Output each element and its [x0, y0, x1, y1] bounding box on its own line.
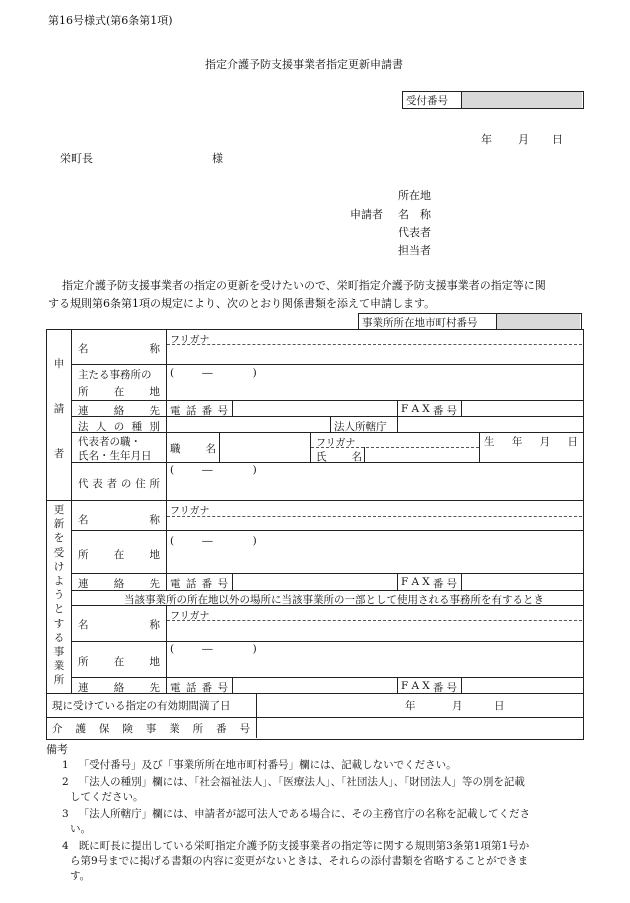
app-phone-label: 電 話 番 号	[170, 405, 228, 417]
care-number-field[interactable]	[257, 718, 582, 737]
expiry-label: 現に受けている指定の有効期間満了日	[52, 700, 231, 712]
corp-type-label: 法 人 の 種 別	[78, 421, 160, 433]
office-fax-label: F A X 番 号	[401, 576, 457, 590]
note-3: 3 「法人所轄庁」欄には、申請者が認可法人である場合に、その主務官庁の名称を記載してくださ	[62, 808, 531, 820]
rep-name-label: 氏 名	[316, 451, 362, 463]
other-office-name-input[interactable]	[168, 621, 580, 640]
app-office-label-2: 所 在 地	[78, 386, 160, 398]
rep-label-2: 氏名・生年月日	[78, 450, 152, 462]
note-4-cont2: す。	[70, 870, 91, 882]
app-office-label-1: 主たる事務所の	[78, 369, 152, 381]
form-id: 第16号様式(第6条第1項)	[48, 14, 173, 27]
other-office-fax-input[interactable]	[462, 678, 580, 692]
expiry-day: 日	[494, 700, 505, 712]
other-office-name-label: 名 称	[78, 619, 160, 631]
page-title: 指定介護予防支援事業者指定更新申請書	[205, 58, 403, 71]
rep-furigana-label: フリガナ	[316, 438, 356, 449]
date-year-label: 年	[481, 133, 492, 146]
office-phone-input[interactable]	[233, 574, 396, 589]
notes-title: 備考	[46, 743, 68, 756]
note-2-cont: してください。	[70, 791, 144, 803]
expiry-month: 月	[452, 700, 463, 712]
rep-label-1: 代表者の職・	[78, 436, 141, 448]
rep-address-label: 代 表 者 の 住 所	[78, 478, 160, 490]
other-office-furigana-label: フリガナ	[170, 611, 210, 622]
applicant-contact-label: 担当者	[398, 244, 431, 257]
other-office-note: 当該事業所の所在地以外の場所に当該事業所の一部として使用される事務所を有するとき	[124, 594, 544, 606]
date-month-label: 月	[518, 133, 529, 146]
app-contact-label: 連 絡 先	[78, 405, 160, 417]
office-furigana-label: フリガナ	[170, 506, 210, 517]
other-office-location-label: 所 在 地	[78, 656, 160, 668]
app-name-label: 名 称	[78, 343, 160, 355]
municipal-code-label: 事業所所在地市町村番号	[362, 317, 478, 329]
authority-label: 法人所轄庁	[334, 421, 387, 433]
office-location-label: 所 在 地	[78, 549, 160, 561]
receipt-number-field[interactable]	[462, 92, 582, 108]
note-2: 2 「法人の種別」欄には、「社会福祉法人」、「医療法人」、「社団法人」、「財団法人」等の別を記載	[62, 776, 525, 788]
app-postal[interactable]: ( ― )	[170, 367, 257, 379]
other-office-phone-input[interactable]	[233, 678, 396, 692]
municipal-code-field[interactable]	[497, 314, 580, 329]
date-day-label: 日	[552, 133, 563, 146]
app-fax-input[interactable]	[462, 401, 580, 415]
other-office-postal[interactable]: ( ― )	[170, 643, 257, 655]
other-office-phone-label: 電 話 番 号	[170, 682, 228, 694]
app-fax-label: F A X 番 号	[401, 403, 457, 417]
birth-date-label: 生 年 月 日	[484, 436, 578, 448]
care-number-label: 介 護 保 険 事 業 所 番 号	[52, 723, 250, 735]
other-office-fax-label: F A X 番 号	[401, 680, 457, 694]
other-office-contact-label: 連 絡 先	[78, 682, 160, 694]
office-contact-label: 連 絡 先	[78, 578, 160, 590]
applicant-section-label: 申 請 者	[53, 358, 65, 460]
note-1: 1 「受付番号」及び「事業所所在地市町村番号」欄には、記載しないでください。	[62, 759, 457, 771]
office-phone-label: 電 話 番 号	[170, 578, 228, 590]
note-4-cont: ら第9号までに掲げる書類の内容に変更がないときは、それらの添付書類を省略することができま	[70, 855, 529, 867]
honorific: 様	[212, 152, 223, 165]
renewal-section-label: 更 新 を 受 け よ う と す る 事 業 所	[53, 504, 65, 687]
note-4: 4 既に町長に提出している栄町指定介護予防支援事業者の指定等に関する規則第3条第1項第1号か	[62, 840, 530, 852]
expiry-date-field[interactable]	[257, 694, 582, 716]
applicant-rep-label: 代表者	[398, 226, 431, 239]
expiry-year: 年	[405, 700, 416, 712]
intro-line-1: 指定介護予防支援事業者の指定の更新を受けたいので、栄町指定介護予防支援事業者の指定等に関	[62, 279, 546, 292]
app-name-input[interactable]	[168, 345, 580, 363]
office-name-input[interactable]	[168, 517, 580, 529]
office-name-label: 名 称	[78, 514, 160, 526]
position-label: 職 名	[170, 443, 216, 455]
authority-input[interactable]	[398, 417, 580, 431]
app-furigana-label: フリガナ	[170, 335, 210, 346]
office-postal[interactable]: ( ― )	[170, 535, 257, 547]
intro-line-2: する規則第6条第1項の規定により、次のとおり関係書類を添えて申請します。	[48, 297, 436, 310]
applicant-label: 申請者	[350, 208, 383, 221]
applicant-name-label: 名 称	[398, 208, 431, 221]
note-3-cont: い。	[70, 823, 91, 835]
app-phone-input[interactable]	[233, 401, 396, 415]
corp-type-input[interactable]	[168, 417, 328, 431]
addressee: 栄町長	[60, 152, 93, 165]
receipt-label: 受付番号	[406, 95, 448, 107]
rep-postal[interactable]: ( ― )	[170, 464, 257, 476]
rep-name-input[interactable]	[365, 448, 478, 461]
office-fax-input[interactable]	[462, 574, 580, 589]
applicant-address-label: 所在地	[398, 189, 431, 202]
position-input[interactable]	[220, 433, 309, 461]
